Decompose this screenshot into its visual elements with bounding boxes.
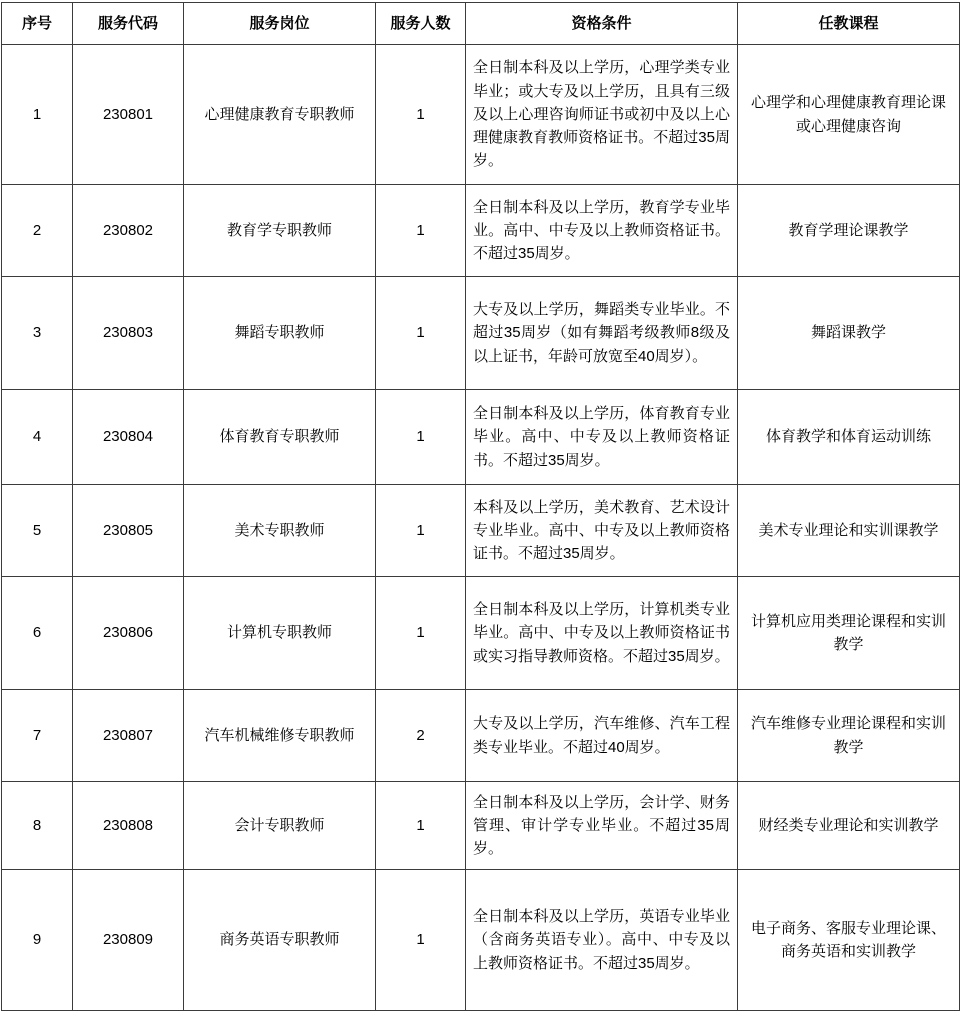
cell-qualification: 全日制本科及以上学历，心理学类专业毕业；或大专及以上学历，且具有三级及以上心理咨询师证书或初中及以上心理健康教育教师资格证书。不超过35周岁。 [466,45,738,185]
table-row [2,782,960,870]
cell-qualification: 全日制本科及以上学历，英语专业毕业（含商务英语专业）。高中、中专及以上教师资格证书。不超过35周岁。 [466,870,738,1011]
cell-code: 230803 [73,277,184,390]
cell-position: 教育学专职教师 [184,185,376,277]
cell-seq: 3 [2,277,73,390]
table-row [2,577,960,690]
cell-position: 体育教育专职教师 [184,390,376,485]
cell-seq: 7 [2,690,73,782]
cell-courses: 财经类专业理论和实训教学 [738,782,960,870]
cell-qualification: 全日制本科及以上学历，教育学专业毕业。高中、中专及以上教师资格证书。不超过35周岁。 [466,185,738,277]
cell-qualification: 大专及以上学历，舞蹈类专业毕业。不超过35周岁（如有舞蹈考级教师8级及以上证书，年龄可放宽至40周岁）。 [466,277,738,390]
header-code: 服务代码 [73,3,184,45]
cell-code: 230807 [73,690,184,782]
cell-qualification: 大专及以上学历，汽车维修、汽车工程类专业毕业。不超过40周岁。 [466,690,738,782]
cell-position: 汽车机械维修专职教师 [184,690,376,782]
cell-seq: 6 [2,577,73,690]
cell-code: 230804 [73,390,184,485]
cell-qualification: 全日制本科及以上学历，会计学、财务管理、审计学专业毕业。不超过35周岁。 [466,782,738,870]
table-row [2,185,960,277]
cell-count: 1 [376,390,466,485]
header-qualification: 资格条件 [466,3,738,45]
cell-count: 1 [376,185,466,277]
cell-code: 230805 [73,485,184,577]
cell-code: 230802 [73,185,184,277]
cell-courses: 电子商务、客服专业理论课、商务英语和实训教学 [738,870,960,1011]
cell-count: 2 [376,690,466,782]
table-row [2,870,960,1011]
header-position: 服务岗位 [184,3,376,45]
table-row [2,390,960,485]
header-row [2,3,960,45]
cell-courses: 计算机应用类理论课程和实训教学 [738,577,960,690]
recruitment-positions-table [1,2,960,1011]
cell-code: 230809 [73,870,184,1011]
cell-seq: 4 [2,390,73,485]
cell-count: 1 [376,45,466,185]
cell-position: 心理健康教育专职教师 [184,45,376,185]
cell-position: 计算机专职教师 [184,577,376,690]
cell-count: 1 [376,277,466,390]
cell-courses: 心理学和心理健康教育理论课或心理健康咨询 [738,45,960,185]
header-courses: 任教课程 [738,3,960,45]
cell-code: 230808 [73,782,184,870]
cell-qualification: 全日制本科及以上学历，计算机类专业毕业。高中、中专及以上教师资格证书或实习指导教师资格。不超过35周岁。 [466,577,738,690]
cell-position: 会计专职教师 [184,782,376,870]
cell-qualification: 本科及以上学历，美术教育、艺术设计专业毕业。高中、中专及以上教师资格证书。不超过35周岁。 [466,485,738,577]
cell-seq: 2 [2,185,73,277]
cell-count: 1 [376,577,466,690]
cell-courses: 汽车维修专业理论课程和实训教学 [738,690,960,782]
cell-seq: 8 [2,782,73,870]
cell-position: 舞蹈专职教师 [184,277,376,390]
cell-position: 美术专职教师 [184,485,376,577]
cell-count: 1 [376,782,466,870]
cell-position: 商务英语专职教师 [184,870,376,1011]
cell-seq: 9 [2,870,73,1011]
cell-qualification: 全日制本科及以上学历，体育教育专业毕业。高中、中专及以上教师资格证书。不超过35周岁。 [466,390,738,485]
cell-courses: 美术专业理论和实训课教学 [738,485,960,577]
header-seq: 序号 [2,3,73,45]
table-row [2,277,960,390]
cell-seq: 1 [2,45,73,185]
cell-seq: 5 [2,485,73,577]
header-count: 服务人数 [376,3,466,45]
cell-courses: 舞蹈课教学 [738,277,960,390]
table-row [2,690,960,782]
table-row [2,485,960,577]
cell-code: 230806 [73,577,184,690]
cell-courses: 教育学理论课教学 [738,185,960,277]
cell-count: 1 [376,870,466,1011]
cell-courses: 体育教学和体育运动训练 [738,390,960,485]
cell-code: 230801 [73,45,184,185]
table-row [2,45,960,185]
cell-count: 1 [376,485,466,577]
